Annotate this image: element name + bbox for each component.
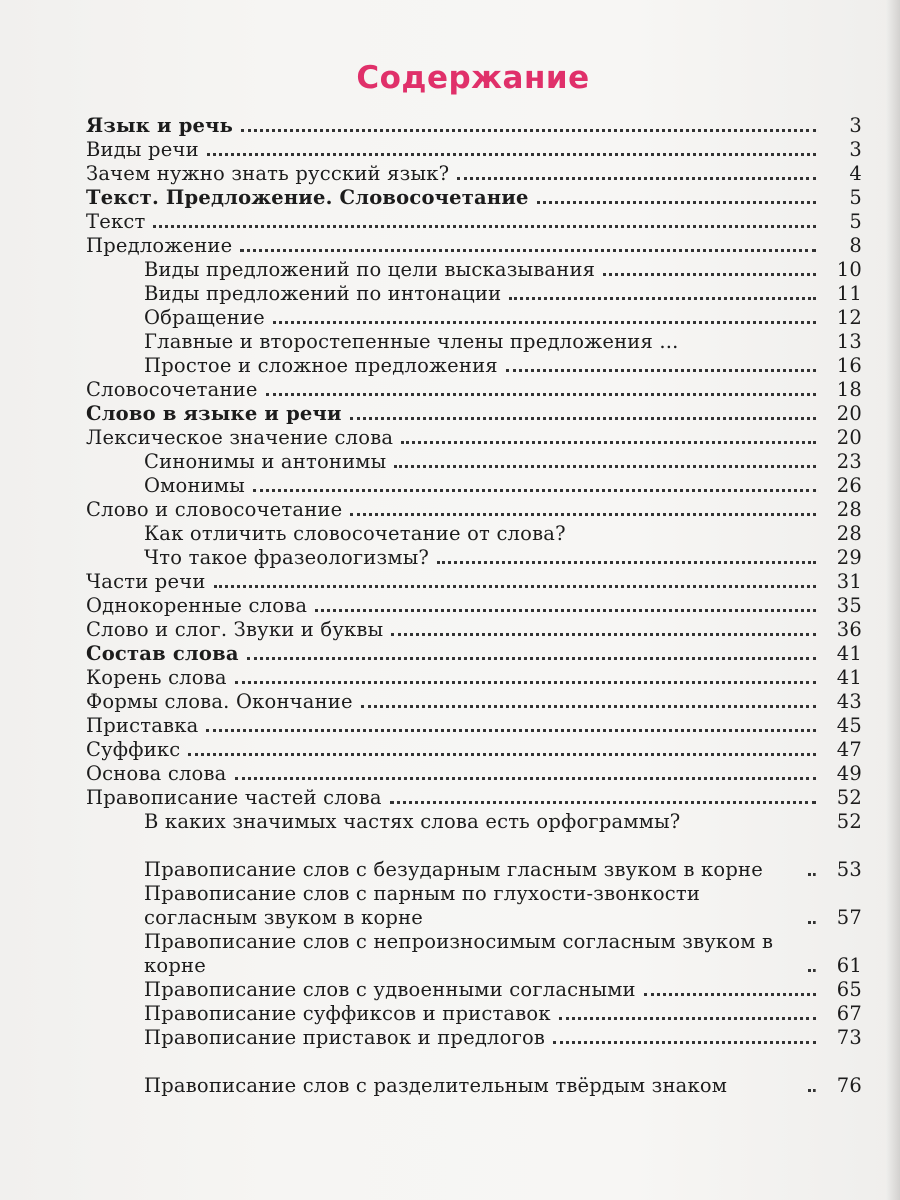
toc-entry-page-number: 10 xyxy=(836,258,862,281)
toc-entry xyxy=(86,738,862,762)
toc-entry-page-number: 76 xyxy=(836,1074,862,1097)
table-of-contents xyxy=(86,114,862,1098)
toc-leader-dots xyxy=(688,827,816,828)
toc-leader-dots xyxy=(350,512,816,516)
toc-entry-label: Правописание слов с удвоенными согласными xyxy=(144,978,636,1001)
toc-entry xyxy=(86,522,862,546)
toc-entry-page-number: 45 xyxy=(836,714,862,737)
toc-leader-dots xyxy=(574,539,816,540)
toc-leader-dots xyxy=(315,608,816,612)
toc-entry xyxy=(86,714,862,738)
toc-leader-dots xyxy=(808,872,816,876)
toc-leader-dots xyxy=(394,464,816,468)
toc-leader-dots xyxy=(390,800,816,804)
page-edge-shadow xyxy=(886,0,900,1200)
toc-leader-dots xyxy=(401,440,816,444)
toc-entry-label: Правописание слов с парным по глухости-звонкости согласным звуком в корне xyxy=(144,882,701,929)
toc-entry-page-number: 13 xyxy=(836,330,862,353)
toc-entry-page-number: 47 xyxy=(836,738,862,761)
toc-entry-label: Омонимы xyxy=(144,474,245,497)
toc-entry-label: Суффикс xyxy=(86,738,181,761)
toc-entry-label: Виды предложений по цели высказывания xyxy=(144,258,596,281)
toc-leader-dots xyxy=(273,320,816,324)
toc-entry-label: Правописание слов с безударным гласным звуком в корне xyxy=(144,858,763,881)
toc-entry-label: Правописание слов с разделительным твёрдым знаком xyxy=(144,1074,728,1097)
toc-leader-dots xyxy=(253,488,816,492)
toc-entry xyxy=(86,786,862,810)
toc-leader-dots xyxy=(437,560,816,564)
toc-leader-dots xyxy=(361,704,816,708)
toc-entry xyxy=(86,546,862,570)
toc-entry-page-number: 20 xyxy=(836,426,862,449)
toc-entry xyxy=(86,354,862,378)
toc-entry-label: Слово и словосочетание xyxy=(86,498,343,521)
toc-entry xyxy=(86,450,862,474)
toc-entry-label: Текст xyxy=(86,210,146,233)
toc-entry-page-number: 28 xyxy=(836,522,862,545)
toc-entry xyxy=(86,1050,862,1098)
toc-leader-dots xyxy=(188,752,816,756)
toc-entry-label: Правописание приставок и предлогов xyxy=(144,1026,546,1049)
toc-entry-label: Части речи xyxy=(86,570,206,593)
toc-entry-page-number: 29 xyxy=(836,546,862,569)
toc-entry-page-number: 31 xyxy=(836,570,862,593)
toc-leader-dots xyxy=(559,1016,816,1020)
toc-entry xyxy=(86,666,862,690)
toc-leader-dots xyxy=(235,776,817,780)
toc-entry-label: Словосочетание xyxy=(86,378,258,401)
toc-entry-label: Слово в языке и речи xyxy=(86,402,342,425)
toc-entry-page-number: 11 xyxy=(836,282,862,305)
toc-entry-label: Корень слова xyxy=(86,666,227,689)
toc-entry xyxy=(86,162,862,186)
toc-leader-dots xyxy=(537,200,816,204)
toc-entry xyxy=(86,594,862,618)
toc-leader-dots xyxy=(240,248,816,252)
toc-entry-label: Текст. Предложение. Словосочетание xyxy=(86,186,529,209)
toc-entry-label: Зачем нужно знать русский язык? xyxy=(86,162,450,185)
toc-entry xyxy=(86,930,862,978)
toc-entry-page-number: 41 xyxy=(836,666,862,689)
toc-entry xyxy=(86,834,862,882)
toc-entry-page-number: 16 xyxy=(836,354,862,377)
toc-entry-page-number: 12 xyxy=(836,306,862,329)
toc-entry xyxy=(86,426,862,450)
toc-leader-dots xyxy=(391,632,816,636)
toc-entry-page-number: 65 xyxy=(836,978,862,1001)
toc-entry-label: Слово и слог. Звуки и буквы xyxy=(86,618,384,641)
toc-entry-label: Главные и второстепенные члены предложения ... xyxy=(144,330,679,353)
toc-entry-page-number: 20 xyxy=(836,402,862,425)
toc-entry-page-number: 5 xyxy=(849,210,862,233)
toc-leader-dots xyxy=(206,728,816,732)
toc-entry-label: Формы слова. Окончание xyxy=(86,690,353,713)
toc-entry-label: Язык и речь xyxy=(86,114,234,137)
toc-entry-page-number: 3 xyxy=(849,114,862,137)
toc-entry-label: Что такое фразеологизмы? xyxy=(144,546,430,569)
toc-entry-label: Как отличить словосочетание от слова? xyxy=(144,522,566,545)
toc-entry-page-number: 49 xyxy=(836,762,862,785)
toc-entry xyxy=(86,186,862,210)
toc-entry-page-number: 36 xyxy=(836,618,862,641)
toc-entry-page-number: 26 xyxy=(836,474,862,497)
toc-entry-page-number: 61 xyxy=(836,954,862,977)
toc-entry xyxy=(86,402,862,426)
toc-entry-label: Предложение xyxy=(86,234,233,257)
toc-entry xyxy=(86,642,862,666)
toc-leader-dots xyxy=(266,392,816,396)
toc-entry xyxy=(86,306,862,330)
toc-leader-dots xyxy=(808,920,816,924)
toc-entry xyxy=(86,498,862,522)
toc-entry-page-number: 67 xyxy=(836,1002,862,1025)
toc-leader-dots xyxy=(247,656,816,660)
toc-entry xyxy=(86,474,862,498)
toc-leader-dots xyxy=(644,992,816,996)
toc-entry-label: Правописание слов с непроизносимым согласным звуком в корне xyxy=(144,930,774,977)
toc-entry xyxy=(86,210,862,234)
toc-entry xyxy=(86,282,862,306)
toc-entry-page-number: 53 xyxy=(836,858,862,881)
toc-entry xyxy=(86,330,862,354)
toc-entry-label: Правописание суффиксов и приставок xyxy=(144,1002,551,1025)
toc-leader-dots xyxy=(603,272,816,276)
toc-entry-page-number: 18 xyxy=(836,378,862,401)
toc-entry-page-number: 52 xyxy=(836,810,862,833)
toc-entry-label: Виды речи xyxy=(86,138,199,161)
toc-entry-label: Правописание частей слова xyxy=(86,786,382,809)
toc-leader-dots xyxy=(808,1088,816,1092)
toc-leader-dots xyxy=(241,128,816,132)
toc-entry xyxy=(86,882,862,930)
toc-entry xyxy=(86,258,862,282)
toc-entry-label: Приставка xyxy=(86,714,199,737)
toc-entry-page-number: 41 xyxy=(836,642,862,665)
toc-entry-label: Лексическое значение слова xyxy=(86,426,394,449)
toc-entry-page-number: 43 xyxy=(836,690,862,713)
toc-entry xyxy=(86,978,862,1002)
toc-entry xyxy=(86,1026,862,1050)
toc-entry-page-number: 23 xyxy=(836,450,862,473)
toc-leader-dots xyxy=(509,296,816,300)
toc-entry-page-number: 8 xyxy=(849,234,862,257)
toc-entry-label: Синонимы и антонимы xyxy=(144,450,387,473)
toc-leader-dots xyxy=(350,416,816,420)
toc-entry-page-number: 57 xyxy=(836,906,862,929)
toc-entry xyxy=(86,570,862,594)
toc-leader-dots xyxy=(457,176,816,180)
toc-entry-label: Виды предложений по интонации xyxy=(144,282,502,305)
toc-entry-label: Состав слова xyxy=(86,642,239,665)
toc-entry-page-number: 52 xyxy=(836,786,862,809)
toc-leader-dots xyxy=(153,224,816,228)
toc-entry-page-number: 4 xyxy=(849,162,862,185)
toc-leader-dots xyxy=(506,368,816,372)
toc-entry xyxy=(86,234,862,258)
toc-leader-dots xyxy=(808,968,816,972)
toc-entry-label: Обращение xyxy=(144,306,265,329)
toc-entry-label: Основа слова xyxy=(86,762,227,785)
toc-entry xyxy=(86,810,862,834)
toc-leader-dots xyxy=(214,584,816,588)
toc-entry xyxy=(86,138,862,162)
toc-entry-page-number: 5 xyxy=(849,186,862,209)
toc-entry-label: Однокоренные слова xyxy=(86,594,308,617)
toc-entry xyxy=(86,762,862,786)
toc-entry xyxy=(86,114,862,138)
toc-entry xyxy=(86,378,862,402)
toc-entry-page-number: 3 xyxy=(849,138,862,161)
toc-entry-page-number: 28 xyxy=(836,498,862,521)
toc-leader-dots xyxy=(553,1040,816,1044)
toc-leader-dots xyxy=(207,152,816,156)
toc-leader-dots xyxy=(235,680,816,684)
toc-entry-page-number: 73 xyxy=(836,1026,862,1049)
page-title: Содержание xyxy=(356,60,590,96)
toc-entry-page-number: 35 xyxy=(836,594,862,617)
toc-entry xyxy=(86,1002,862,1026)
toc-entry-label: В каких значимых частях слова есть орфограммы? xyxy=(144,810,681,833)
toc-leader-dots xyxy=(687,347,816,348)
toc-entry xyxy=(86,690,862,714)
toc-entry xyxy=(86,618,862,642)
toc-entry-label: Простое и сложное предложения xyxy=(144,354,498,377)
